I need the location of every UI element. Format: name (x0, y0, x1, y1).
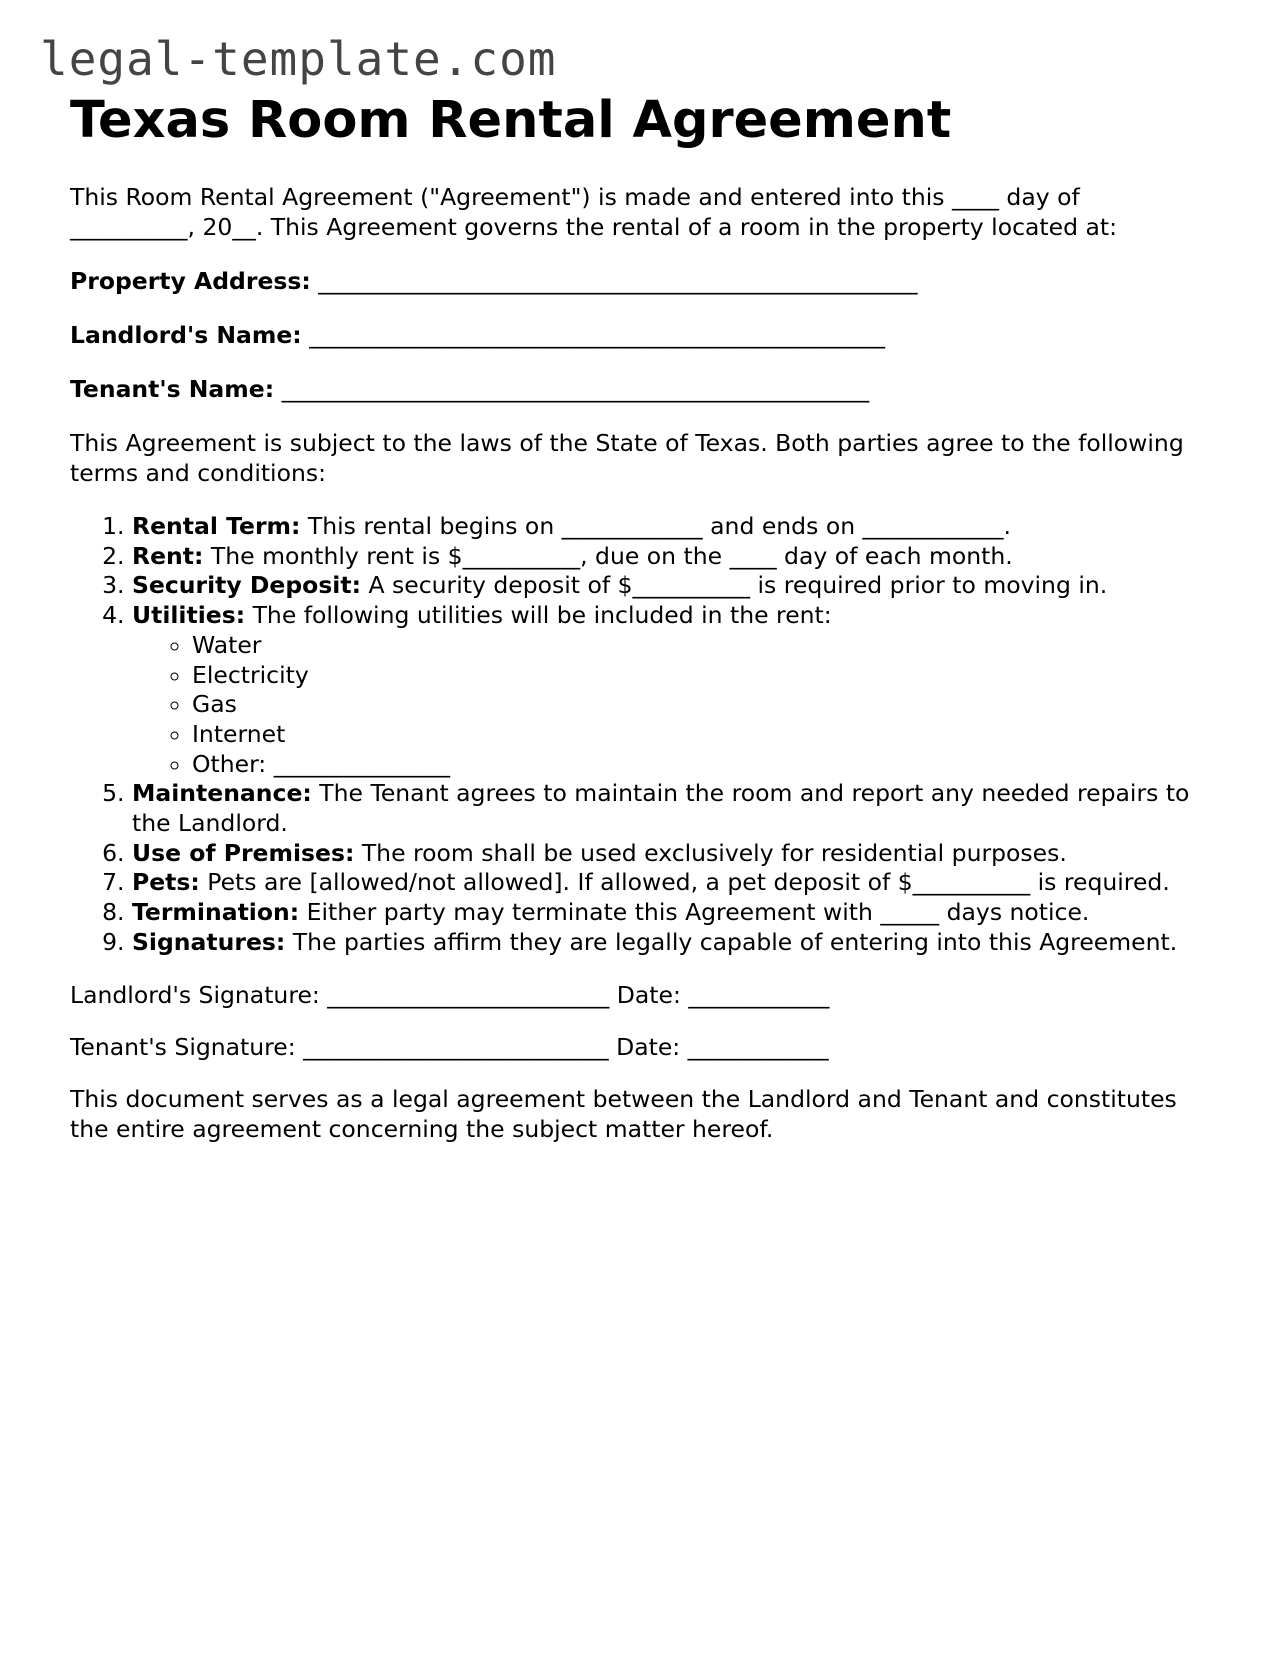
intro-paragraph: This Room Rental Agreement ("Agreement") is made and entered into this ____ day of __________, 20__. This Agreement governs the rental of a room in the property located at: (70, 183, 1117, 241)
term-text: A security deposit of $__________ is required prior to moving in. (368, 571, 1108, 600)
term-label: Rent: (132, 541, 204, 570)
term-pets (132, 868, 1210, 898)
term-label: Termination: (132, 898, 300, 927)
term-signatures (132, 928, 1210, 958)
document-body (70, 90, 1210, 1144)
tenant-name-field (70, 374, 1210, 404)
subject-paragraph: This Agreement is subject to the laws of the State of Texas. Both parties agree to the following terms and conditions: (70, 429, 1184, 487)
term-maintenance (132, 779, 1210, 838)
term-security-deposit (132, 571, 1210, 601)
term-text: The Tenant agrees to maintain the room and report any needed repairs to the Landlord. (132, 779, 1190, 838)
utility-item: ◦ Other: _______________ (192, 750, 1210, 780)
tenant-signature-line: Tenant's Signature: __________________________ Date: ____________ (70, 1032, 829, 1061)
utility-item: ◦ Electricity (192, 661, 1210, 691)
landlord-name-blank: _________________________________________________ (309, 321, 885, 349)
property-address-blank: ___________________________________________________ (318, 267, 918, 295)
term-rent (132, 542, 1210, 572)
term-termination (132, 898, 1210, 928)
term-text: Either party may terminate this Agreement with _____ days notice. (306, 898, 1090, 927)
term-use-of-premises (132, 839, 1210, 869)
term-label: Security Deposit: (132, 571, 361, 600)
term-text: Pets are [allowed/not allowed]. If allowed, a pet deposit of $__________ is required. (207, 868, 1170, 897)
closing-paragraph: This document serves as a legal agreement between the Landlord and Tenant and constitutes the entire agreement concerning the subject matter hereof. (70, 1084, 1177, 1143)
terms-list (70, 512, 1210, 958)
term-label: Rental Term: (132, 512, 301, 540)
term-text: The monthly rent is $__________, due on the ____ day of each month. (210, 541, 1013, 570)
tenant-name-label: Tenant's Name: (70, 375, 275, 403)
document-title: Texas Room Rental Agreement (70, 91, 952, 150)
term-rental-term (132, 512, 1210, 542)
term-text: The parties affirm they are legally capable of entering into this Agreement. (292, 927, 1178, 956)
tenant-name-blank: __________________________________________________ (281, 375, 870, 403)
landlord-name-field (70, 320, 1210, 350)
term-text: The room shall be used exclusively for residential purposes. (361, 838, 1067, 867)
property-address-field (70, 266, 1210, 296)
term-label: Maintenance: (132, 779, 312, 808)
term-text: This rental begins on ____________ and ends on ____________. (307, 512, 1012, 540)
utility-item: ◦ Gas (192, 690, 1210, 720)
utility-item: ◦ Water (192, 631, 1210, 661)
term-text: The following utilities will be included in the rent: (252, 601, 832, 630)
landlord-name-label: Landlord's Name: (70, 321, 302, 349)
utilities-list (132, 631, 1210, 780)
term-label: Use of Premises: (132, 838, 355, 867)
site-watermark: legal-template.com (40, 32, 557, 86)
landlord-signature-line: Landlord's Signature: ________________________ Date: ____________ (70, 980, 830, 1009)
term-label: Pets: (132, 868, 200, 897)
property-address-label: Property Address: (70, 267, 311, 295)
utility-item: ◦ Internet (192, 720, 1210, 750)
term-label: Signatures: (132, 927, 286, 956)
term-utilities (132, 601, 1210, 779)
term-label: Utilities: (132, 601, 246, 630)
